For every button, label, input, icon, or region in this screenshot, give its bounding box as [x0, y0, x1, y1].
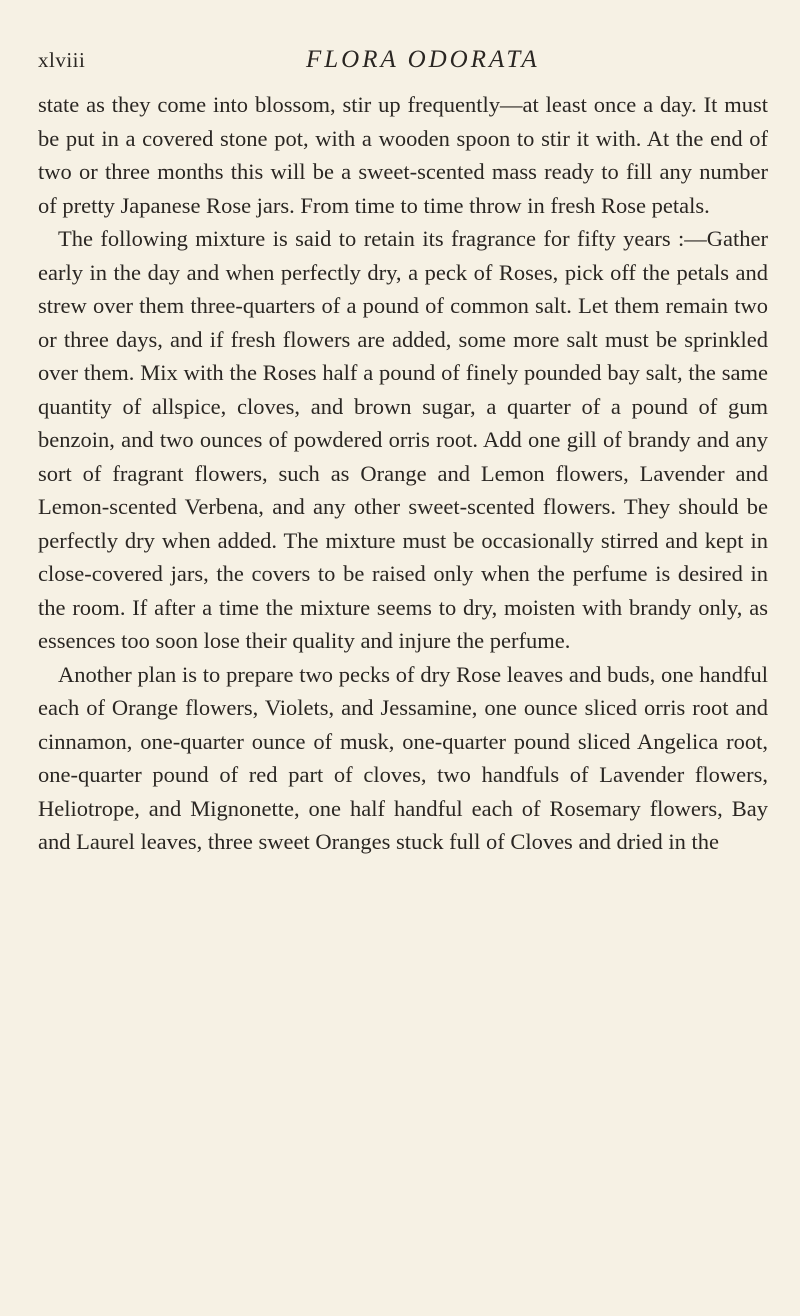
- paragraph-continuation: state as they come into blossom, stir up frequently—at least once a day. It must be put in a covered stone pot, with a wooden spoon to stir it with. At the end of two or three months this will be a sweet-scented mass ready to fill any number of pretty Japanese Rose jars. From time to time throw in fresh Rose petals.: [38, 92, 768, 218]
- running-title: FLORA ODORATA: [306, 46, 540, 73]
- page-number: xlviii: [38, 48, 86, 72]
- paragraph-fifty-year-mixture: The following mixture is said to retain its fragrance for fifty years :—Gather early in the day and when perfectly dry, a peck of Roses, pick off the petals and strew over them three-quarters of a pound of common salt. Let them remain two or three days, and if fresh flowers are added, some more salt must be sprinkled over them. Mix with the Roses half a pound of finely pounded bay salt, the same quantity of allspice, cloves, and brown sugar, a quarter of a pound of gum benzoin, and two ounces of powdered orris root. Add one gill of brandy and any sort of fragrant flowers, such as Orange and Lemon flowers, Lavender and Lemon-scented Verbena, and any other sweet-scented flowers. They should be perfectly dry when added. The mixture must be occasionally stirred and kept in close-covered jars, the covers to be raised only when the perfume is desired in the room. If after a time the mixture seems to dry, moisten with brandy only, as essences too soon lose their quality and injure the perfume.: [38, 226, 768, 653]
- body-text: [38, 88, 768, 859]
- running-head: [38, 46, 738, 86]
- paragraph-another-plan: Another plan is to prepare two pecks of dry Rose leaves and buds, one handful each of Orange flowers, Violets, and Jessamine, one ounce sliced orris root and cinnamon, one-quarter ounce of musk, one-quarter pound sliced Angelica root, one-quarter pound of red part of cloves, two handfuls of Lavender flowers, Heliotrope, and Mignonette, one half handful each of Rosemary flowers, Bay and Laurel leaves, three sweet Oranges stuck full of Cloves and dried in the: [38, 661, 768, 854]
